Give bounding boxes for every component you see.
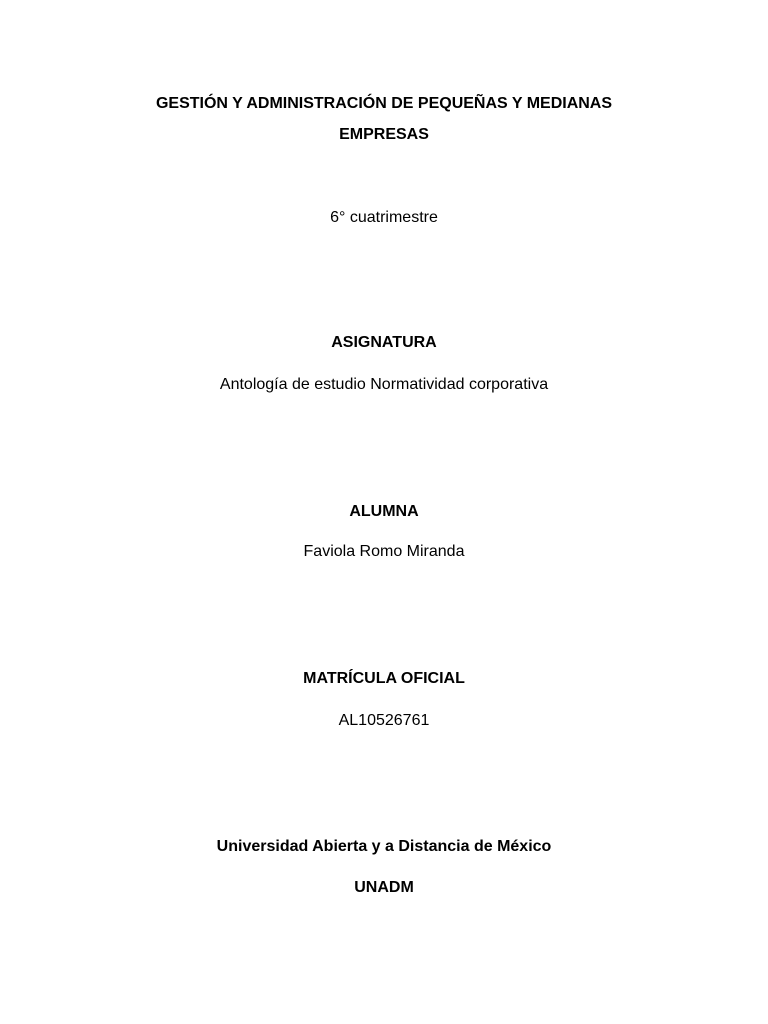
title-line-1: GESTIÓN Y ADMINISTRACIÓN DE PEQUEÑAS Y MEDIANAS [155,95,613,112]
id-value: AL10526761 [338,712,430,729]
subject-heading: ASIGNATURA [331,334,437,351]
title-line-2: EMPRESAS [339,126,429,143]
student-value: Faviola Romo Miranda [303,543,465,560]
student-heading: ALUMNA [349,503,419,520]
university-acronym: UNADM [354,879,414,896]
term: 6° cuatrimestre [330,209,438,226]
subject-value: Antología de estudio Normatividad corporativa [219,376,549,393]
id-heading: MATRÍCULA OFICIAL [303,670,465,687]
university-name: Universidad Abierta y a Distancia de México [216,838,552,855]
